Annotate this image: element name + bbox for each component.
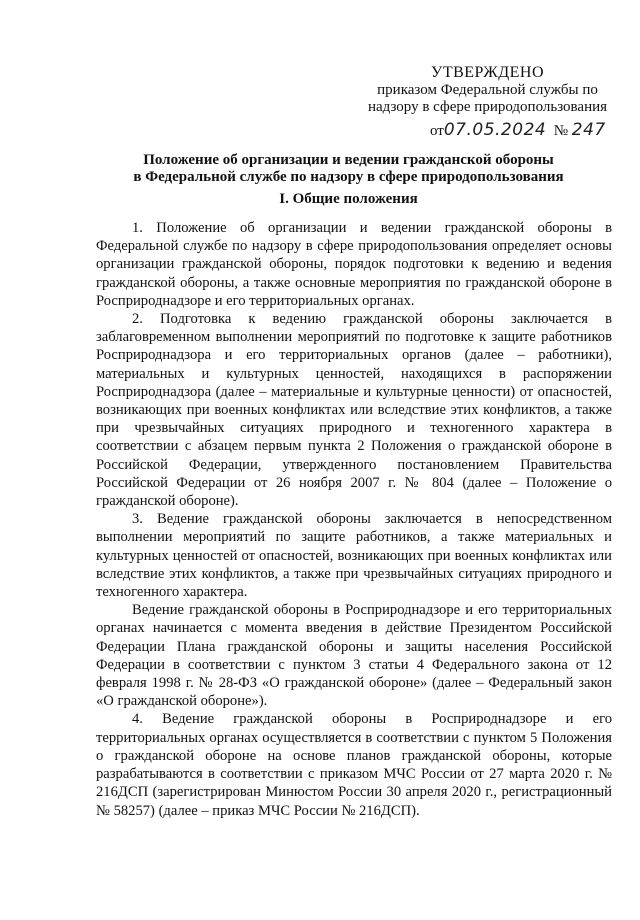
- section-heading: I. Общие положения: [279, 191, 418, 207]
- approval-line-2: надзору в сфере природопользования: [367, 99, 608, 115]
- approval-block: [360, 64, 615, 116]
- title-line-1: Положение об организации и ведении гражданской обороны: [143, 152, 554, 168]
- number-handwritten: 247: [571, 120, 606, 140]
- approval-stamp: УТВЕРЖДЕНО: [430, 64, 544, 81]
- document-body: [96, 219, 612, 820]
- title-line-2: в Федеральной службе по надзору в сфере природопользования: [133, 169, 564, 185]
- number-prefix: №: [553, 123, 569, 139]
- document-title: [96, 152, 601, 186]
- paragraph-3: 3. Ведение гражданской обороны заключается в непосредственном выполнении мероприятий по защите работников, а также материальных и культурных ценностей от опасностей, возникающих при военных конфликтах или вследствие этих конфликтов, а также при чрезвычайных ситуациях природного и техногенного характера.: [96, 511, 612, 601]
- approval-line-1: приказом Федеральной службы по: [377, 82, 598, 98]
- order-date-number: [430, 120, 606, 140]
- paragraph-1: 1. Положение об организации и ведении гражданской обороны в Федеральной службе по надзору в сфере природопользования определяет основы организации гражданской обороны, порядок подготовки к ведению и ведения гражданской обороны, а также основные мероприятия по гражданской обороне в Росприроднадзоре и его территориальных органах.: [96, 220, 612, 309]
- paragraph-4: 4. Ведение гражданской обороны в Росприроднадзоре и его территориальных органах осуществляется в соответствии с пунктом 5 Положения о гражданской обороне на основе планов гражданской обороны, которые разрабатываются в соответствии с приказом МЧС России от 27 марта 2020 г. № 216ДСП (зарегистрирован Минюстом России 30 апреля 2020 г., регистрационный № 58257) (далее – приказ МЧС России № 216ДСП).: [96, 711, 612, 819]
- paragraph-3-continued: Ведение гражданской обороны в Росприроднадзоре и его территориальных органах начинается с момента введения в действие Президентом Российской Федерации Плана гражданской обороны и защиты населения Российской Федерации в соответствии с пунктом 3 статьи 4 Федерального закона от 12 февраля 1998 г. № 28-ФЗ «О гражданской обороне» (далее – Федеральный закон «О гражданской обороне»).: [96, 602, 612, 710]
- date-handwritten: 07.05.2024: [443, 120, 547, 140]
- paragraph-2: 2. Подготовка к ведению гражданской обороны заключается в заблаговременном выполнении мероприятий по подготовке к защите работников Росприроднадзора и его территориальных органов (далее – работники), материальных и культурных ценностей, находящихся в распоряжении Росприроднадзора (далее – материальные и культурные ценности) от опасностей, возникающих при военных конфликтах или вследствие этих конфликтов, а также при чрезвычайных ситуациях природного и техногенного характера в соответствии с абзацем первым пункта 2 Положения о гражданской обороне в Российской Федерации, утвержденного постановлением Правительства Российской Федерации от 26 ноября 2007 г. № 804 (далее – Положение о гражданской обороне).: [96, 311, 612, 510]
- date-prefix: от: [430, 123, 444, 139]
